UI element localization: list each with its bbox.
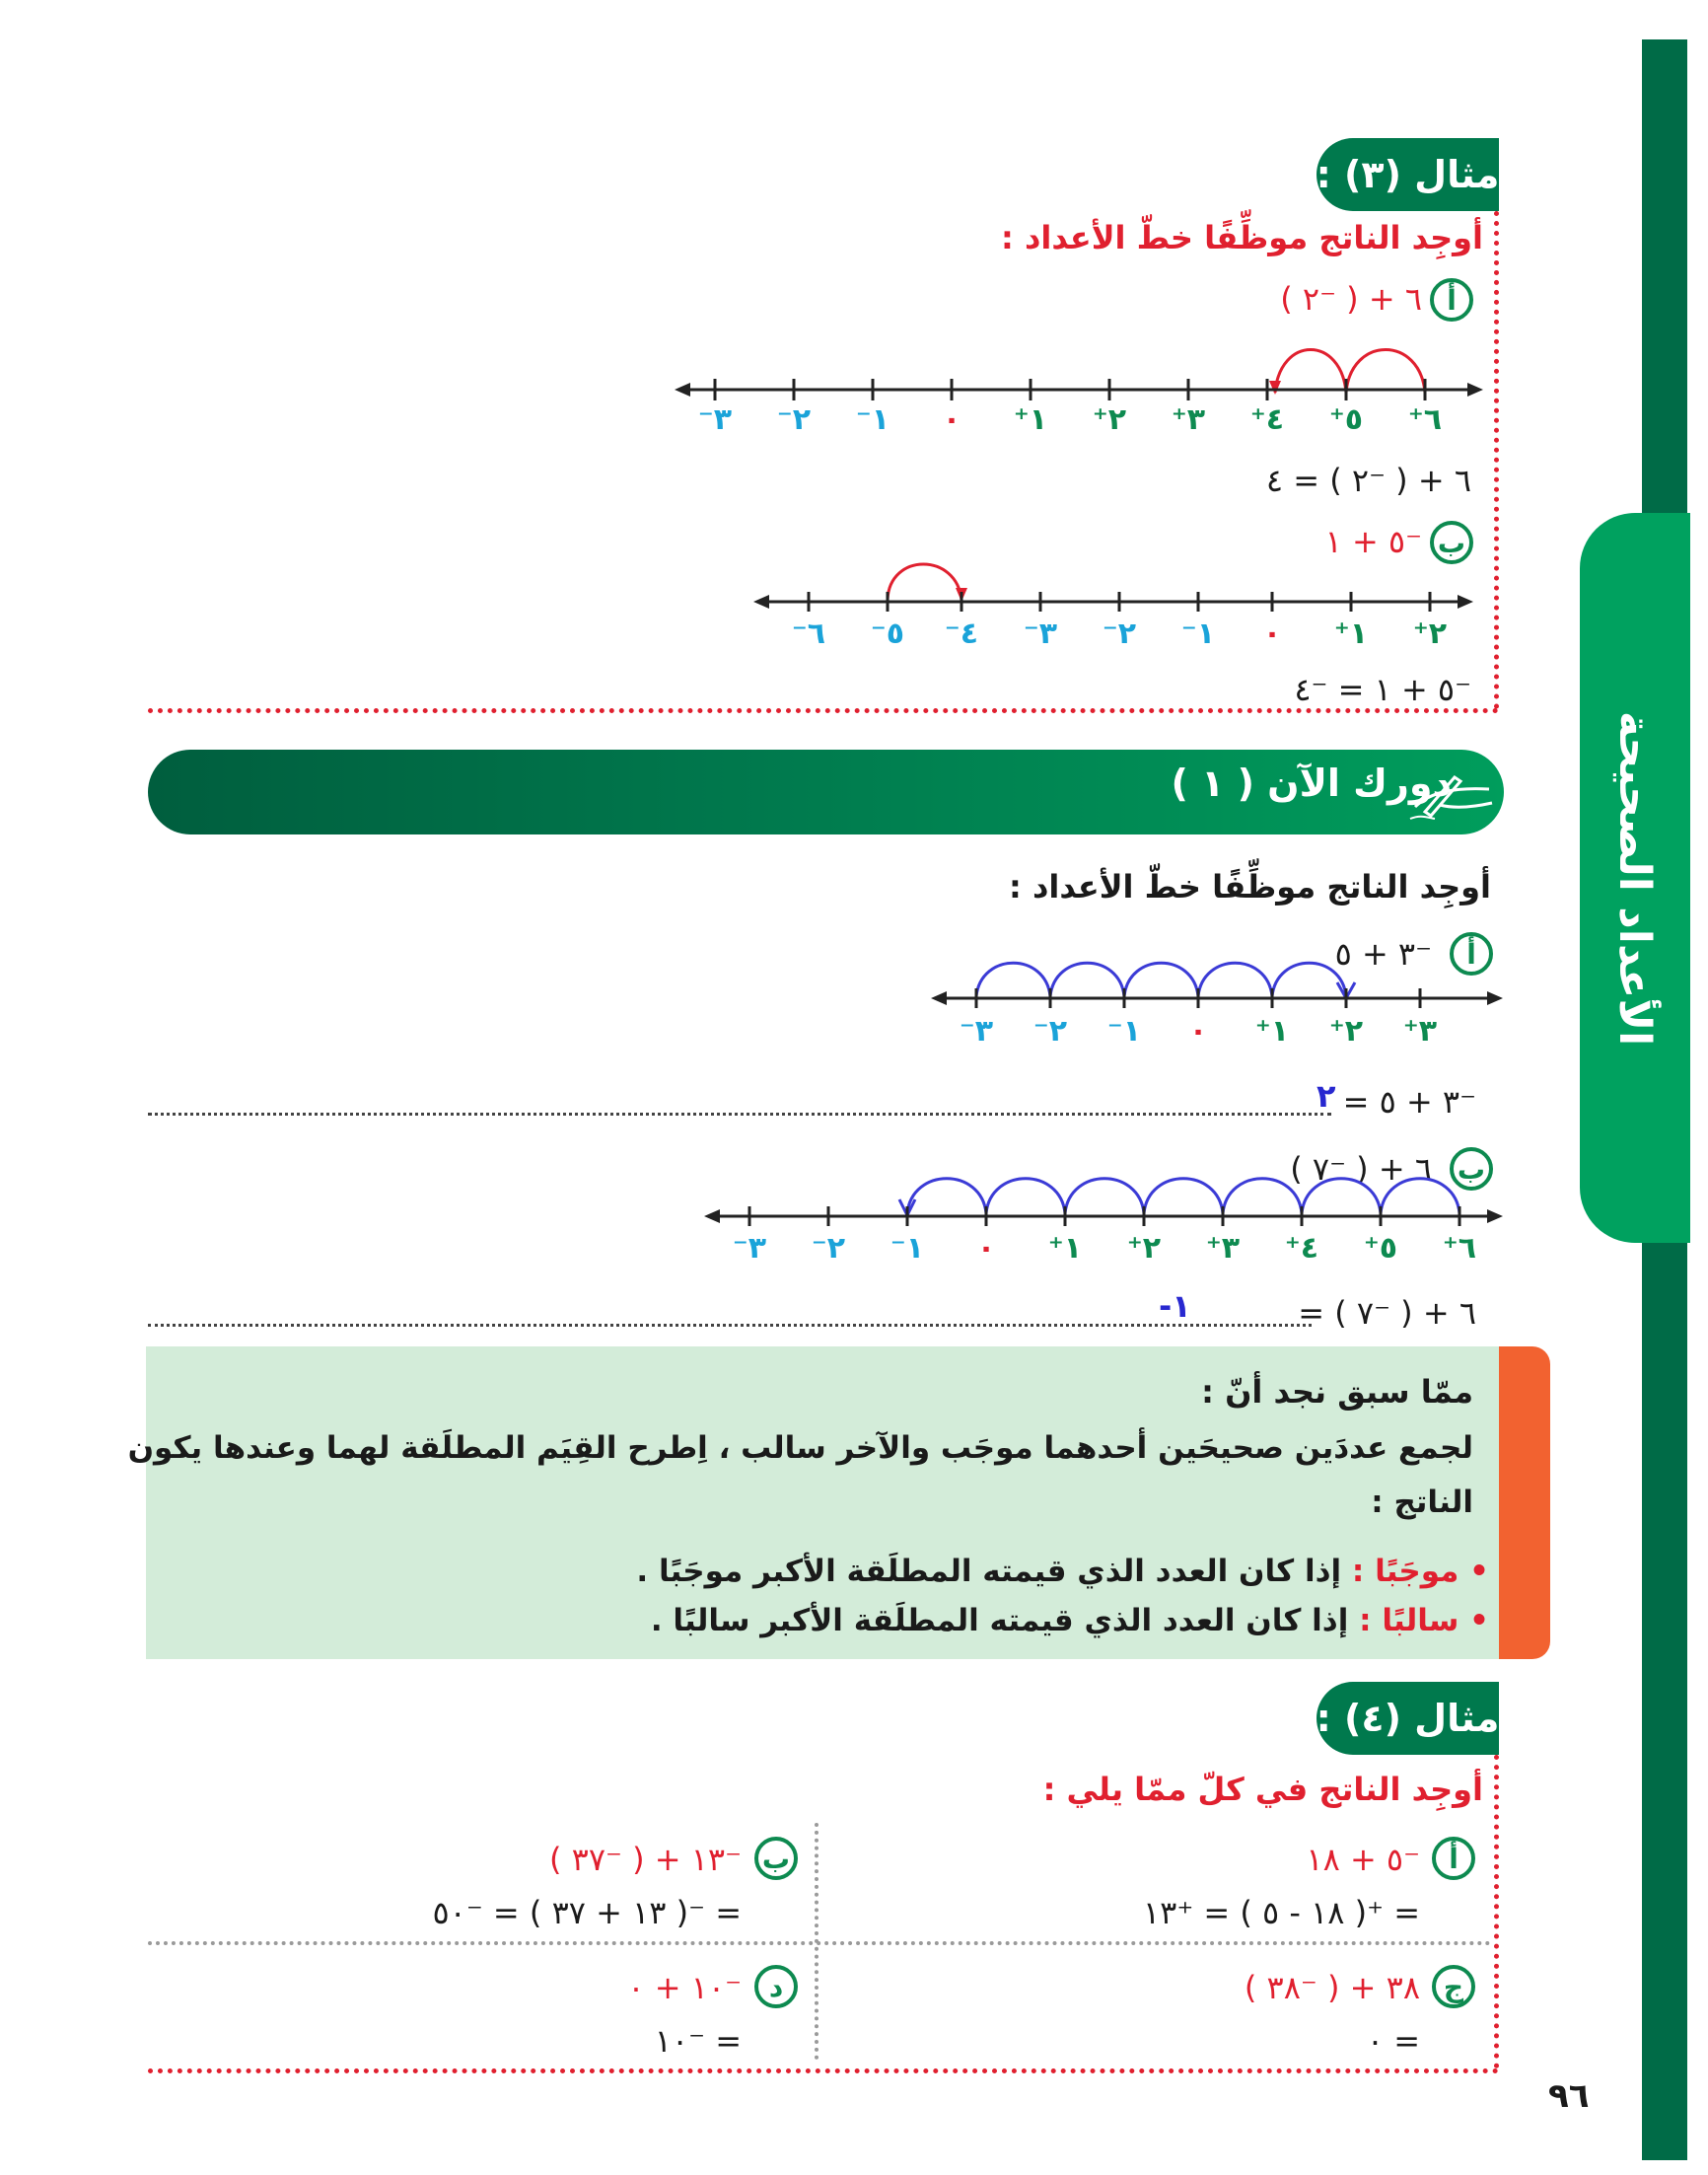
example3-part-a-result: ٦ + ( ⁻٢ ) = ٤ <box>1265 462 1471 499</box>
tick-label: ⁻٢ <box>1102 616 1137 651</box>
tick-label: ⁺٣ <box>1171 402 1206 437</box>
example3-title: مثال (٣) : <box>1317 138 1499 211</box>
example3-part-a-expression: ٦ + ( ⁻٢ ) <box>1280 280 1422 318</box>
tick-label: ٠ <box>1188 1014 1208 1049</box>
note-line1: لجمع عددَين صحيحَين أحدهما موجَب والآخر سالب ، اِطرح القِيَم المطلَقة لهما وعندها يكون <box>127 1430 1473 1466</box>
example3-frame-right <box>1494 211 1499 709</box>
tick-label: ⁺١ <box>1013 402 1048 437</box>
bullet2-label: سالبًا : <box>1359 1603 1459 1638</box>
tick-label: ⁺٢ <box>1412 616 1448 651</box>
example3-instruction: أوجِد الناتج موظِّفًا خطّ الأعداد : <box>1001 219 1483 256</box>
tick-label: ٠ <box>1262 616 1282 651</box>
unit-tab-label: الأعداد الصحيحة <box>1609 710 1661 1046</box>
your-turn-part-b-answer: -١ <box>1159 1287 1191 1325</box>
tick-label: ⁺٤ <box>1249 402 1285 437</box>
page-number: ٩٦ <box>1548 2076 1590 2116</box>
bullet2-text: إذا كان العدد الذي قيمته المطلَقة الأكبر سالبًا . <box>650 1603 1349 1638</box>
your-turn-number-line-a <box>927 937 1509 1026</box>
example4-d-result: = ⁻١٠ <box>654 2022 742 2060</box>
example4-instruction: أوجِد الناتج في كلّ ممّا يلي : <box>1042 1771 1483 1808</box>
answer-line <box>148 1324 1312 1327</box>
tick-label: ⁻١ <box>890 1231 925 1266</box>
example3-part-a-letter: أ <box>1430 278 1473 322</box>
your-turn-part-b-result: ٦ + ( ⁻٧ ) = <box>1298 1294 1476 1332</box>
jump-arcs <box>907 1179 1459 1213</box>
example3-part-b-result: ⁻٥ + ١ = ⁻٤ <box>1294 671 1471 708</box>
example4-c-expression: ٣٨ + ( ⁻٣٨ ) <box>1244 1969 1420 2006</box>
tick-label: ⁻١ <box>1180 616 1216 651</box>
tick-label: ⁻٣ <box>959 1014 994 1049</box>
tick-label: ⁺١ <box>1333 616 1369 651</box>
bullet-dot: • <box>1459 1554 1489 1589</box>
grid-divider-horizontal <box>148 1941 1491 1945</box>
note-line2: الناتج : <box>1371 1485 1473 1520</box>
your-turn-part-b-expression: ٦ + ( ⁻٧ ) <box>1290 1150 1432 1188</box>
example4-frame-bottom <box>148 2068 1499 2073</box>
note-accent <box>1499 1346 1550 1659</box>
tick-label: ⁻٥ <box>870 616 905 651</box>
tick-label: ⁻٣ <box>732 1231 767 1266</box>
tick-label: ⁺٣ <box>1402 1014 1438 1049</box>
jump-arc <box>1275 350 1346 394</box>
example4-c-letter: ج <box>1432 1965 1475 2008</box>
tick-label: ⁺٢ <box>1126 1231 1162 1266</box>
example3-ticks-b <box>749 616 1479 656</box>
your-turn-part-a-letter: أ <box>1450 932 1493 976</box>
jump-arc <box>1346 350 1425 394</box>
bullet-dot: • <box>1459 1603 1489 1638</box>
tick-label: ⁺١ <box>1047 1231 1083 1266</box>
writing-hand-icon <box>1395 758 1504 827</box>
tick-label: ⁻٤ <box>944 616 979 651</box>
tick-label: ⁺١ <box>1254 1014 1290 1049</box>
jump-arcs <box>976 963 1346 996</box>
example4-title: مثال (٤) : <box>1317 1682 1499 1755</box>
tick-label: ⁻٣ <box>1023 616 1058 651</box>
bullet1-label: موجَبًا : <box>1351 1554 1459 1589</box>
example4-a-result: = ⁺( ١٨ - ٥ ) = ⁺١٣ <box>1142 1894 1420 1931</box>
your-turn-number-line-b <box>700 1152 1509 1241</box>
example4-b-expression: ⁻١٣ + ( ⁻٣٧ ) <box>549 1841 742 1878</box>
tick-label: ⁻٦ <box>791 616 826 651</box>
your-turn-ticks-b <box>700 1231 1509 1270</box>
tick-label: ⁺٣ <box>1205 1231 1241 1266</box>
tick-label: ⁺٢ <box>1328 1014 1364 1049</box>
tick-label: ⁺٦ <box>1407 402 1443 437</box>
example4-d-letter: د <box>754 1965 798 2008</box>
note-heading: ممّا سبق نجد أنّ : <box>1201 1373 1473 1411</box>
note-bullet1 <box>636 1554 1489 1589</box>
note-bullet2 <box>651 1603 1489 1638</box>
your-turn-part-a-result: ⁻٣ + ٥ = <box>1342 1083 1476 1121</box>
tick-label: ⁻٢ <box>776 402 812 437</box>
your-turn-part-a-answer: ٢ <box>1317 1077 1336 1115</box>
example4-a-expression: ⁻٥ + ١٨ <box>1306 1841 1420 1878</box>
your-turn-instruction: أوجِد الناتج موظِّفًا خطّ الأعداد : <box>1009 868 1491 906</box>
example4-b-result: = ⁻( ١٣ + ٣٧ ) = ⁻٥٠ <box>432 1894 742 1931</box>
example4-d-expression: ⁻١٠ + ٠ <box>627 1969 742 2006</box>
example3-part-b-expression: ⁻٥ + ١ <box>1324 523 1422 560</box>
tick-label: ⁻١ <box>1106 1014 1142 1049</box>
tick-label: ⁺٦ <box>1442 1231 1477 1266</box>
example3-part-b-letter: ب <box>1430 521 1473 564</box>
example4-b-letter: ب <box>754 1837 798 1880</box>
your-turn-title: دورك الآن ( ١ ) <box>1171 761 1452 805</box>
example4-a-letter: أ <box>1432 1837 1475 1880</box>
example3-ticks-a <box>671 402 1489 442</box>
tick-label: ⁺٥ <box>1363 1231 1398 1266</box>
answer-line <box>148 1113 1331 1116</box>
your-turn-part-a-expression: ⁻٣ + ٥ <box>1334 935 1432 973</box>
example4-c-result: = ٠ <box>1366 2022 1420 2060</box>
your-turn-part-b-letter: ب <box>1450 1147 1493 1191</box>
arrow-head <box>1269 381 1281 395</box>
tick-label: ⁺٥ <box>1328 402 1364 437</box>
tick-label: ⁻٢ <box>1032 1014 1068 1049</box>
tick-label: ⁻١ <box>855 402 890 437</box>
tick-label: ⁻٣ <box>697 402 733 437</box>
tick-label: ⁺٤ <box>1284 1231 1319 1266</box>
example4-frame-right <box>1494 1755 1499 2068</box>
tick-label: ٠ <box>976 1231 996 1266</box>
example3-frame-bottom <box>148 708 1499 713</box>
tick-label: ⁺٢ <box>1092 402 1127 437</box>
tick-label: ٠ <box>942 402 961 437</box>
your-turn-ticks-a <box>927 1014 1509 1053</box>
jump-arc <box>888 564 961 600</box>
bullet1-text: إذا كان العدد الذي قيمته المطلَقة الأكبر موجَبًا . <box>636 1554 1342 1589</box>
tick-label: ⁻٢ <box>811 1231 846 1266</box>
